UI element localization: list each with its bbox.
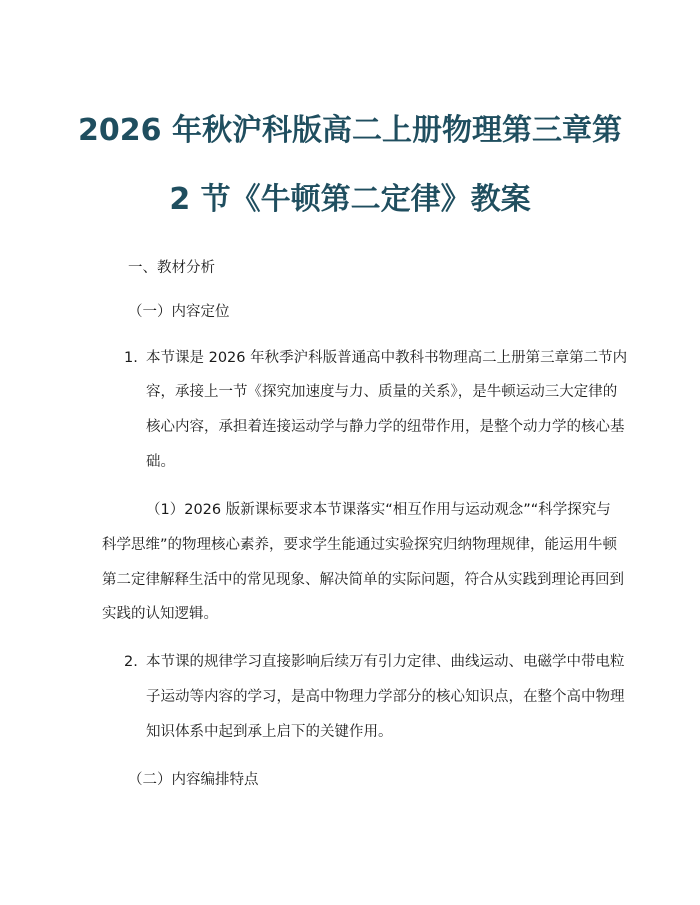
- list-item-number-1: 1.: [124, 350, 138, 366]
- paragraph-1-line-2: 科学思维”的物理核心素养，要求学生能通过实验探究归纳物理规律，能运用牛顿: [102, 537, 618, 553]
- list-item-1-line-1: 本节课是 2026 年秋季沪科版普通高中教科书物理高二上册第三章第二节内: [146, 350, 628, 366]
- paragraph-1-line-4: 实践的认知逻辑。: [102, 606, 218, 622]
- list-item-2-line-3: 知识体系中起到承上启下的关键作用。: [146, 724, 393, 740]
- list-item-1-line-2: 容，承接上一节《探究加速度与力、质量的关系》，是牛顿运动三大定律的: [146, 384, 618, 400]
- paragraph-1-line-3: 第二定律解释生活中的常见现象、解决简单的实际问题，符合从实践到理论再回到: [102, 572, 624, 588]
- list-item-number-2: 2.: [124, 654, 138, 670]
- list-item-2-line-1: 本节课的规律学习直接影响后续万有引力定律、曲线运动、电磁学中带电粒: [146, 654, 625, 670]
- subsection-heading-content-arrangement: （二）内容编排特点: [128, 772, 259, 788]
- paragraph-1-line-1: （1）2026 版新课标要求本节课落实“相互作用与运动观念”“科学探究与: [146, 502, 611, 518]
- subsection-heading-content-positioning: （一）内容定位: [128, 304, 230, 320]
- document-title-line-2: 2 节《牛顿第二定律》教案: [169, 182, 531, 217]
- section-heading-teaching-material-analysis: 一、教材分析: [128, 260, 215, 276]
- list-item-1-line-3: 核心内容，承担着连接运动学与静力学的纽带作用，是整个动力学的核心基: [146, 419, 625, 435]
- list-item-2-line-2: 子运动等内容的学习，是高中物理力学部分的核心知识点，在整个高中物理: [146, 689, 625, 705]
- list-item-1-line-4: 础。: [146, 454, 175, 470]
- document-title-line-1: 2026 年秋沪科版高二上册物理第三章第: [78, 113, 622, 148]
